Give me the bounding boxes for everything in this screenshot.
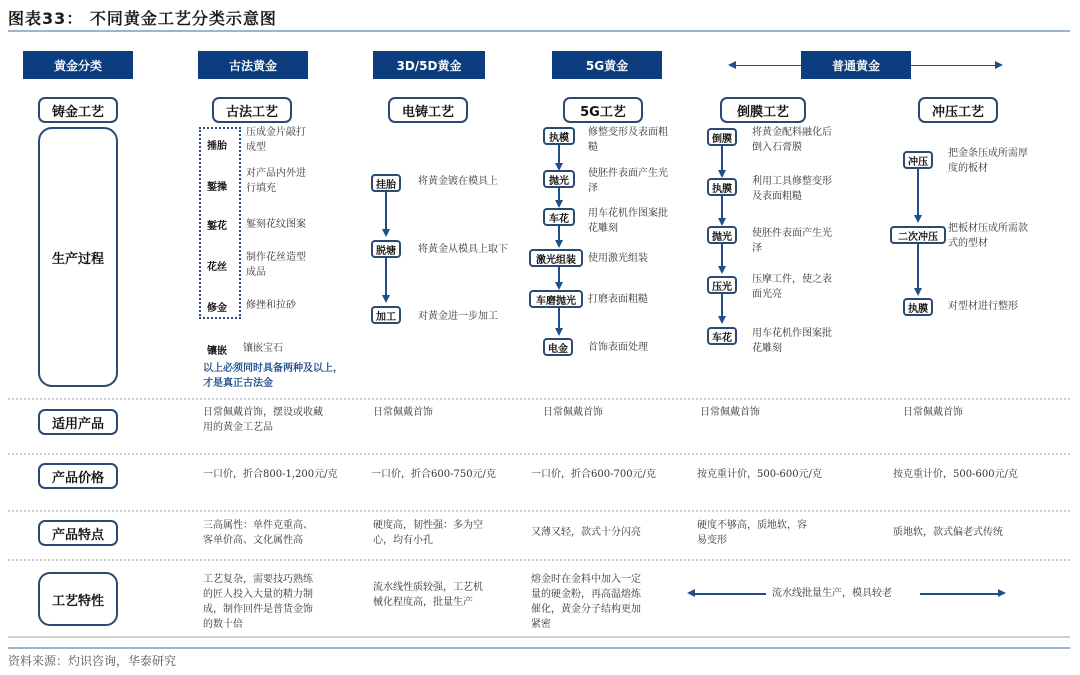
d3d5-step-desc: 将黄金从模具上取下 <box>418 244 508 255</box>
gufa-note: 以上必须同时具备两种及以上， 才是真正古法金 <box>203 363 343 389</box>
arrow-down-icon <box>718 266 726 274</box>
cemo-step-box: 压光 <box>707 276 737 294</box>
stamp-step-desc: 把板材压成所需款 式的型材 <box>948 223 1028 249</box>
span-line-left <box>735 65 801 66</box>
cell-traits-5g: 熔金时在金料中加入一定 量的硬金粉，再高温熔炼 催化，黄金分子结构更加 紧密 <box>531 574 641 630</box>
cemo-step-desc: 用车花机作图案批 花雕刻 <box>752 328 832 354</box>
row-label-features: 产品特点 <box>38 520 118 546</box>
arrow-right-icon <box>995 61 1003 69</box>
header-gufa: 古法黄金 <box>198 51 308 79</box>
flow-line <box>558 308 560 330</box>
d3d5-step-box: 挂胎 <box>371 174 401 192</box>
cemo-step-desc: 将黄金配料融化后 倒入石膏膜 <box>752 127 832 153</box>
flow-line <box>385 192 387 230</box>
cell-traits-gufa: 工艺复杂，需要技巧熟练 的匠人投入大量的精力制 成，制作回件是普货金饰 的数十倍 <box>203 574 313 630</box>
gufa-step-desc: 錾刻花纹图案 <box>246 219 306 230</box>
span-line-right <box>911 65 995 66</box>
stamp-step-box: 二次冲压 <box>890 226 946 244</box>
gufa-step-label: 花丝 <box>207 262 227 273</box>
gufa-step-label: 捶胎 <box>207 141 227 152</box>
g5-step-box: 电金 <box>543 338 573 356</box>
cell-price-3d5d: 一口价，折合600-750元/克 <box>371 469 496 480</box>
arrow-down-icon <box>555 282 563 290</box>
cemo-step-box: 执膜 <box>707 178 737 196</box>
arrow-down-icon <box>555 240 563 248</box>
flow-line <box>721 294 723 318</box>
flow-line <box>558 267 560 283</box>
gufa-step-desc: 压成金片敲打 成型 <box>246 127 306 153</box>
stamp-step-desc: 把金条压成所需厚 度的板材 <box>948 148 1028 174</box>
d3d5-step-desc: 将黄金镀在模具上 <box>418 176 498 187</box>
d3d5-step-box: 脱塘 <box>371 240 401 258</box>
cell-price-5g: 一口价，折合600-700元/克 <box>531 469 656 480</box>
cell-products-5g: 日常佩戴首饰 <box>543 407 603 418</box>
flow-line <box>917 169 919 217</box>
gufa-step-desc: 修挫和拉砂 <box>246 300 296 311</box>
flow-line <box>385 258 387 296</box>
arrow-right-icon <box>998 589 1006 597</box>
craft-gufa: 古法工艺 <box>212 97 292 123</box>
arrow-down-icon <box>914 288 922 296</box>
g5-step-box: 激光组装 <box>529 249 583 267</box>
row-separator <box>8 559 1070 561</box>
cell-price-cemo: 按克重计价，500-600元/克 <box>697 469 822 480</box>
craft-electroform: 电铸工艺 <box>388 97 468 123</box>
cemo-step-box: 抛光 <box>707 226 737 244</box>
flow-line <box>917 244 919 290</box>
cell-products-stamping: 日常佩戴首饰 <box>903 407 963 418</box>
g5-step-box: 车磨抛光 <box>529 290 583 308</box>
d3d5-step-desc: 对黄金进一步加工 <box>418 311 498 322</box>
arrow-down-icon <box>555 328 563 336</box>
gufa-extra-desc: 镶嵌宝石 <box>243 343 283 354</box>
g5-step-desc: 首饰表面处理 <box>588 342 648 353</box>
craft-row-label: 铸金工艺 <box>38 97 118 123</box>
g5-step-box: 抛光 <box>543 170 575 188</box>
gufa-step-label: 錾操 <box>207 182 227 193</box>
cell-features-3d5d: 硬度高，韧性强：多为空 心，均有小孔 <box>373 520 483 546</box>
gufa-step-label: 錾花 <box>207 221 227 232</box>
stamp-step-box: 执膜 <box>903 298 933 316</box>
figure-title: 图表33： 不同黄金工艺分类示意图 <box>8 9 277 28</box>
cemo-step-box: 倒膜 <box>707 128 737 146</box>
gufa-step-label: 修金 <box>207 303 227 314</box>
flow-line <box>721 244 723 268</box>
flow-line <box>721 146 723 172</box>
gufa-extra-label: 镶嵌 <box>207 346 227 357</box>
stamp-step-desc: 对型材进行整形 <box>948 301 1018 312</box>
gufa-step-desc: 制作花丝造型 成品 <box>246 252 306 278</box>
cemo-step-box: 车花 <box>707 327 737 345</box>
arrow-down-icon <box>382 229 390 237</box>
cemo-step-desc: 压摩工件，使之表 面光亮 <box>752 274 832 300</box>
cell-features-gufa: 三高属性：单件克重高、 客单价高、文化属性高 <box>203 520 313 546</box>
flow-line <box>721 196 723 220</box>
arrow-down-icon <box>555 200 563 208</box>
header-putong: 普通黄金 <box>801 51 911 79</box>
cell-features-cemo: 硬度不够高，质地软，容 易变形 <box>697 520 807 546</box>
cell-products-cemo: 日常佩戴首饰 <box>700 407 760 418</box>
arrow-down-icon <box>718 218 726 226</box>
table-bottom-rule <box>8 636 1070 638</box>
cell-features-5g: 又薄又轻，款式十分闪亮 <box>531 527 641 538</box>
g5-step-desc: 用车花机作图案批 花雕刻 <box>588 208 668 234</box>
g5-step-box: 执模 <box>543 127 575 145</box>
cemo-step-desc: 利用工具修整变形 及表面粗糙 <box>752 176 832 202</box>
cell-products-3d5d: 日常佩戴首饰 <box>373 407 433 418</box>
header-3d5d: 3D/5D黄金 <box>373 51 485 79</box>
g5-step-box: 车花 <box>543 208 575 226</box>
craft-5g: 5G工艺 <box>563 97 643 123</box>
footer-rule <box>8 647 1070 649</box>
g5-step-desc: 使胚件表面产生光 泽 <box>588 168 668 194</box>
span-line-left <box>694 593 766 595</box>
craft-stamping: 冲压工艺 <box>918 97 998 123</box>
cell-traits-3d5d: 流水线性质较强，工艺机 械化程度高，批量生产 <box>373 582 483 608</box>
craft-cemo: 倒膜工艺 <box>720 97 806 123</box>
source-note: 资料来源：灼识咨询，华泰研究 <box>8 654 177 668</box>
g5-step-desc: 打磨表面粗糙 <box>588 294 648 305</box>
g5-step-desc: 使用激光组装 <box>588 253 648 264</box>
flow-line <box>558 145 560 165</box>
row-label-products: 适用产品 <box>38 409 118 435</box>
arrow-down-icon <box>382 295 390 303</box>
gufa-step-desc: 对产品内外进 行填充 <box>246 168 306 194</box>
row-separator <box>8 453 1070 455</box>
header-category: 黄金分类 <box>23 51 133 79</box>
cell-features-stamping: 质地软，款式偏老式传统 <box>893 527 1003 538</box>
title-divider <box>8 30 1070 32</box>
arrow-down-icon <box>914 215 922 223</box>
g5-step-desc: 修整变形及表面粗 糙 <box>588 127 668 153</box>
stamp-step-box: 冲压 <box>903 151 933 169</box>
cell-products-gufa: 日常佩戴首饰，摆设或收藏 用的黄金工艺品 <box>203 407 323 433</box>
arrow-down-icon <box>718 170 726 178</box>
cell-price-gufa: 一口价，折合800-1,200元/克 <box>203 469 338 480</box>
row-separator <box>8 510 1070 512</box>
row-label-process: 生产过程 <box>38 127 118 387</box>
cemo-step-desc: 使胚件表面产生光 泽 <box>752 228 832 254</box>
d3d5-step-box: 加工 <box>371 306 401 324</box>
cell-price-stamping: 按克重计价，500-600元/克 <box>893 469 1018 480</box>
row-label-price: 产品价格 <box>38 463 118 489</box>
arrow-down-icon <box>718 316 726 324</box>
row-label-traits: 工艺特性 <box>38 572 118 626</box>
cell-traits-shared: 流水线批量生产，模具较老 <box>772 588 892 599</box>
span-line-right <box>920 593 998 595</box>
row-separator <box>8 398 1070 400</box>
header-5g: 5G黄金 <box>552 51 662 79</box>
